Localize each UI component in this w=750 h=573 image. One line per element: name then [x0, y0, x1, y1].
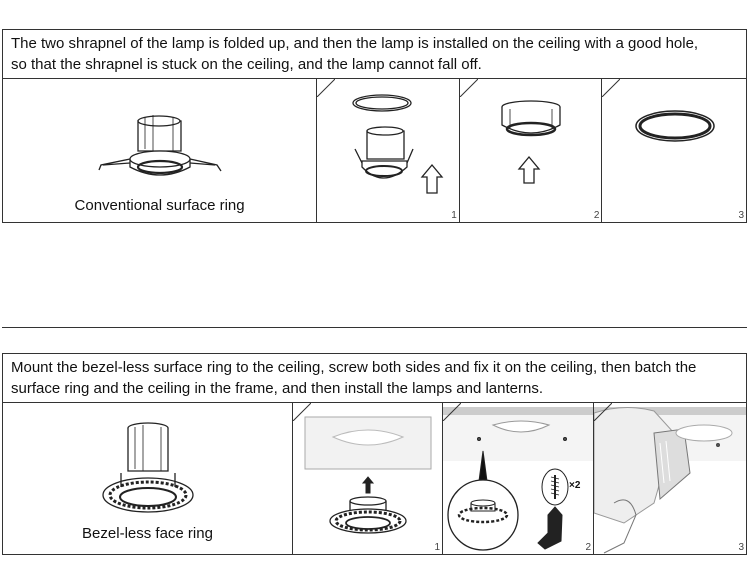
step-2-image [443, 403, 594, 554]
lamp-illustration-bezel-less [3, 403, 293, 554]
step-3-image [602, 79, 746, 222]
step-2-cell [443, 403, 594, 554]
step-3-image [594, 403, 746, 554]
corner-mark [602, 79, 620, 97]
corner-mark [594, 403, 612, 421]
caption-line-1: Mount the bezel-less surface ring to the ceiling, screw both sides and fix it on the ceiling, then batch the [11, 359, 697, 376]
step-2-cell [460, 79, 603, 222]
figure-row-bezel-less [2, 402, 747, 555]
label-bezel-less-face-ring: Bezel-less face ring [82, 525, 213, 542]
step-1-cell [317, 79, 460, 222]
step-3-cell [602, 79, 746, 222]
section-divider [2, 327, 747, 328]
caption-line-2: so that the shrapnel is stuck on the ceiling, and the lamp cannot fall off. [11, 56, 482, 73]
lamp-illustration-conventional [3, 79, 317, 222]
corner-mark [443, 403, 461, 421]
figure-row-conventional [2, 78, 747, 223]
screw-count-label: ×2 [569, 480, 581, 491]
step-number: 2 [585, 542, 591, 553]
step-number: 3 [738, 210, 745, 221]
step-1-image [317, 79, 460, 222]
step-2-image [460, 79, 603, 222]
step-number: 3 [738, 542, 744, 553]
caption-line-2: surface ring and the ceiling in the frame, and then install the lamps and lanterns. [11, 380, 543, 397]
step-number: 1 [451, 210, 457, 221]
label-conventional-surface-ring: Conventional surface ring [74, 197, 245, 214]
caption-conventional [2, 29, 747, 79]
step-1-image [293, 403, 443, 554]
corner-mark [293, 403, 311, 421]
section-bezel-less [2, 353, 747, 403]
caption-bezel-less [2, 353, 747, 403]
corner-mark [317, 79, 335, 97]
step-1-cell [293, 403, 443, 554]
step-number: 2 [593, 210, 600, 221]
caption-line-1: The two shrapnel of the lamp is folded up, and then the lamp is installed on the ceiling with a good hole, [11, 35, 699, 52]
section-conventional [2, 29, 747, 79]
step-3-cell [594, 403, 746, 554]
corner-mark [460, 79, 478, 97]
step-number: 1 [434, 542, 440, 553]
